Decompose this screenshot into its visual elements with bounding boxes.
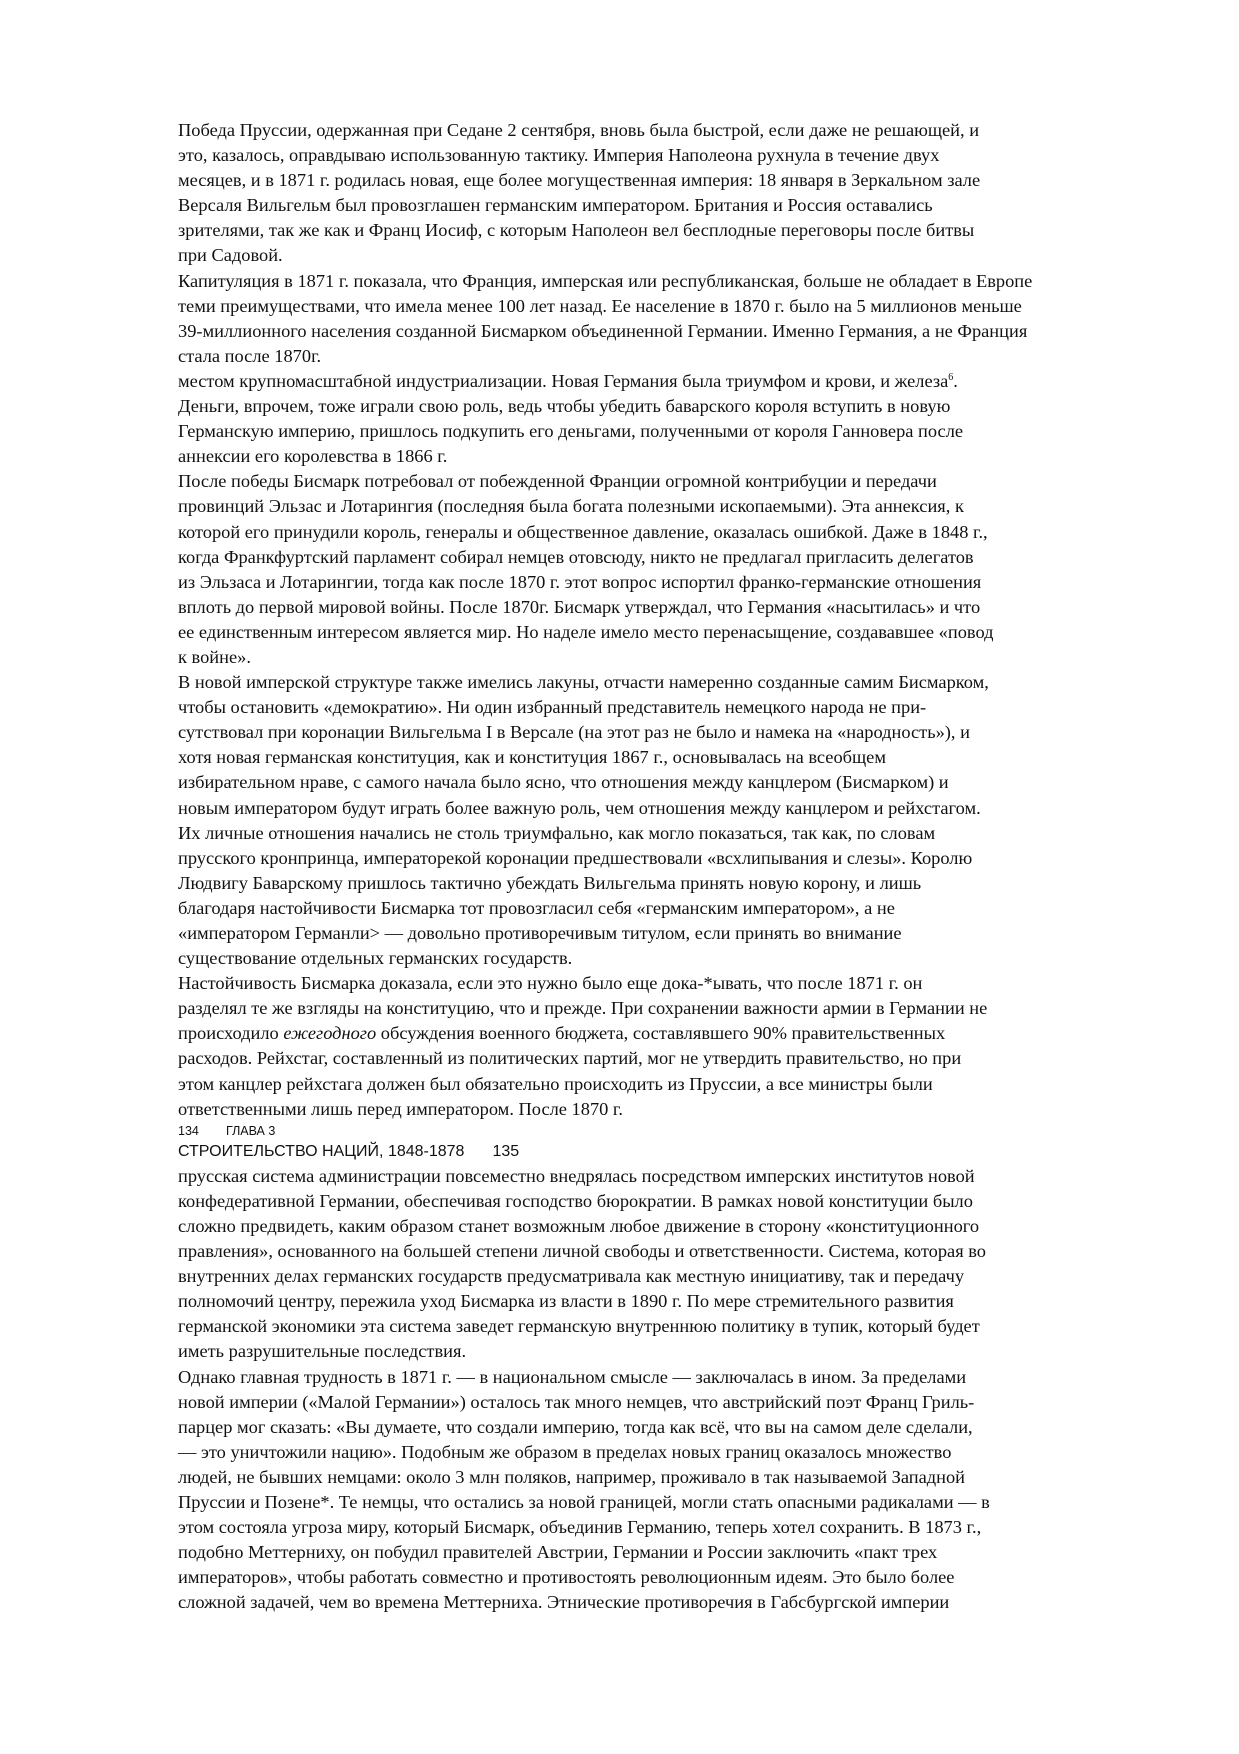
text-line-content: обсуждения военного бюджета, составлявшего 90% правительственных [376,1023,946,1044]
text-line: подобно Меттерниху, он побудил правителей Австрии, Германии и России заключить «пакт трех [178,1542,938,1563]
text-line: вплоть до первой мировой войны. После 1870г. Бисмарк утверждал, что Германия «насытилась» и что [178,596,981,617]
text-line: провинций Эльзас и Лотарингия (последняя была богата полезными ископаемыми). Эта аннексия, к [178,496,964,517]
text-line: Людвигу Баварскому пришлось тактично убеждать Вильгельма принять новую корону, и лишь [178,872,922,893]
text-line: Деньги, впрочем, тоже играли свою роль, ведь чтобы убедить баварского короля вступить в новую [178,396,951,417]
text-line: сложной задачей, чем во времена Меттерниха. Этнические противоречия в Габсбургской империи [178,1592,950,1613]
text-line [178,369,1158,394]
text-line: Пруссии и Позене*. Те немцы, что остались за новой границей, могли стать опасными радикалами — в [178,1491,990,1512]
text-line: зрителями, так же как и Франц Иосиф, с которым Наполеон вел бесплодные переговоры после битвы [178,220,975,241]
text-line: теми преимуществами, что имела менее 100 лет назад. Ее население в 1870 г. было на 5 миллионов меньше [178,295,1022,316]
footnote-marker: 6 [948,371,954,383]
text-line: из Эльзаса и Лотарингии, тогда как после 1870 г. этот вопрос испортил франко-германские отношения [178,571,982,592]
text-line: стала после 1870г. [178,345,322,366]
text-line: сложно предвидеть, каким образом станет возможным любое движение в сторону «конституционного [178,1215,980,1236]
paragraph [178,1164,1158,1365]
paragraph [178,269,1158,369]
footnote-tail: . [953,370,958,391]
text-line: к войне». [178,646,251,667]
text-line [178,1021,1158,1046]
text-line: Капитуляция в 1871 г. показала, что Франция, имперская или республиканская, больше не обладает в Европе [178,270,1033,291]
text-line: которой его принудили король, генералы и общественное давление, оказалась ошибкой. Даже в 1848 г., [178,521,988,542]
text-line: ответственными лишь перед императором. После 1870 г. [178,1098,623,1119]
text-line: иметь разрушительные последствия. [178,1341,467,1362]
text-line: месяцев, и в 1871 г. родилась новая, еще более могущественная империя: 18 января в Зеркальном зале [178,170,981,191]
running-header-right [178,1141,1158,1163]
text-line: чтобы остановить «демократию». Ни один избранный представитель немецкого народа не при- [178,697,927,718]
page-number: 134 [178,1123,199,1138]
text-line: существование отдельных германских государств. [178,948,573,969]
text-line: внутренних делах германских государств предусматривала как местную инициативу, так и передачу [178,1266,965,1287]
text-line: хотя новая германская конституция, как и конституция 1867 г., основывалась на всеобщем [178,747,886,768]
text-line-content: происходило [178,1023,284,1044]
paragraph [178,369,1158,469]
text-line: этом канцлер рейхстага должен был обязательно происходить из Пруссии, а все министры были [178,1073,933,1094]
text-line: этом состояла угроза миру, который Бисмарк, объединив Германию, теперь хотел сохранить. В 1873 г., [178,1517,982,1538]
text-line: правления», основанного на большей степени личной свободы и ответственности. Система, которая во [178,1241,987,1262]
text-line: императоров», чтобы работать совместно и противостоять революционным идеям. Это было более [178,1567,955,1588]
text-line: когда Франкфуртский парламент собирал немцев отовсюду, никто не предлагал пригласить делегатов [178,546,974,567]
text-line: прусская система администрации повсеместно внедрялась посредством имперских институтов новой [178,1165,975,1186]
text-line: Настойчивость Бисмарка доказала, если это нужно было еще дока-*ывать, что после 1871 г. он [178,973,923,994]
text-line: ее единственным интересом является мир. Но наделе имело место перенасыщение, создававшее «повод [178,621,994,642]
text-line: После победы Бисмарк потребовал от побежденной Франции огромной контрибуции и передачи [178,471,937,492]
text-line: Их личные отношения начались не столь триумфально, как могло показаться, так как, по словам [178,822,936,843]
paragraph [178,670,1158,971]
text-line: сутствовал при коронации Вильгельма I в Версале (на этот раз не было и намека на «народность»), и [178,722,970,743]
document-page [178,118,1158,1615]
text-line: аннексии его королевства в 1866 г. [178,446,448,467]
text-line: новой империи («Малой Германии») осталось так много немцев, что австрийский поэт Франц Гриль- [178,1391,975,1412]
text-line: избирательном нраве, с самого начала было ясно, что отношения между канцлером (Бисмарком) и [178,772,949,793]
text-line: при Садовой. [178,245,283,266]
text-line: германской экономики эта система заведет германскую внутреннюю политику в тупик, который будет [178,1316,980,1337]
text-line: благодаря настойчивости Бисмарка тот провозгласил себя «германским императором», а не [178,897,895,918]
section-title: СТРОИТЕЛЬСТВО НАЦИЙ, 1848-1878 [178,1142,465,1160]
page-number: 135 [492,1142,520,1160]
text-line: Германскую империю, пришлось подкупить его деньгами, полученными от короля Ганновера после [178,421,964,442]
running-header-left [178,1123,1158,1139]
text-line: Однако главная трудность в 1871 г. — в национальном смысле — заключалась в ином. За пределами [178,1366,967,1387]
text-line: «императором Германли> — довольно противоречивым титулом, если принять во внимание [178,923,902,943]
text-line: это, казалось, оправдываю использованную тактику. Империя Наполеона рухнула в течение двух [178,145,940,166]
text-line: — это уничтожили нацию». Подобным же образом в пределах новых границ оказалось множество [178,1441,952,1462]
text-line: прусского кронпринца, императорекой коронации предшествовали «всхлипывания и слезы». Королю [178,847,973,868]
text-line: новым императором будут играть более важную роль, чем отношения между канцлером и рейхстагом. [178,797,981,818]
text-line: 39-миллионного населения созданной Бисмарком объединенной Германии. Именно Германия, а не Франция [178,320,1028,341]
text-line: людей, не бывших немцами: около 3 млн поляков, например, проживало в так называемой Западной [178,1466,966,1487]
paragraph [178,118,1158,269]
paragraph [178,1365,1158,1616]
text-line: Победа Пруссии, одержанная при Седане 2 сентября, вновь была быстрой, если даже не решающей, и [178,120,980,140]
text-line: Версаля Вильгельм был провозглашен германским императором. Британия и Россия оставались [178,195,933,216]
text-line: расходов. Рейхстаг, составленный из политических партий, мог не утвердить правительство, но при [178,1048,962,1069]
text-line: полномочий центру, пережила уход Бисмарка из власти в 1890 г. По мере стремительного развития [178,1291,954,1312]
text-line: разделял те же взгляды на конституцию, что и прежде. При сохранении важности армии в Германии не [178,998,988,1019]
text-line: парцер мог сказать: «Вы думаете, что создали империю, тогда как всё, что вы на самом деле сделали, [178,1416,973,1437]
paragraph [178,971,1158,1122]
text-line: конфедеративной Германии, обеспечивая господство бюрократии. В рамках новой конституции было [178,1190,973,1211]
paragraph [178,469,1158,670]
emphasized-word: ежегодного [283,1023,377,1044]
text-line-content: местом крупномасштабной индустриализации. Новая Германия была триумфом и крови, и железа [178,370,949,391]
chapter-label: ГЛАВА 3 [226,1123,276,1138]
text-line: В новой имперской структуре также имелись лакуны, отчасти намеренно созданные самим Бисмарком, [178,672,989,693]
